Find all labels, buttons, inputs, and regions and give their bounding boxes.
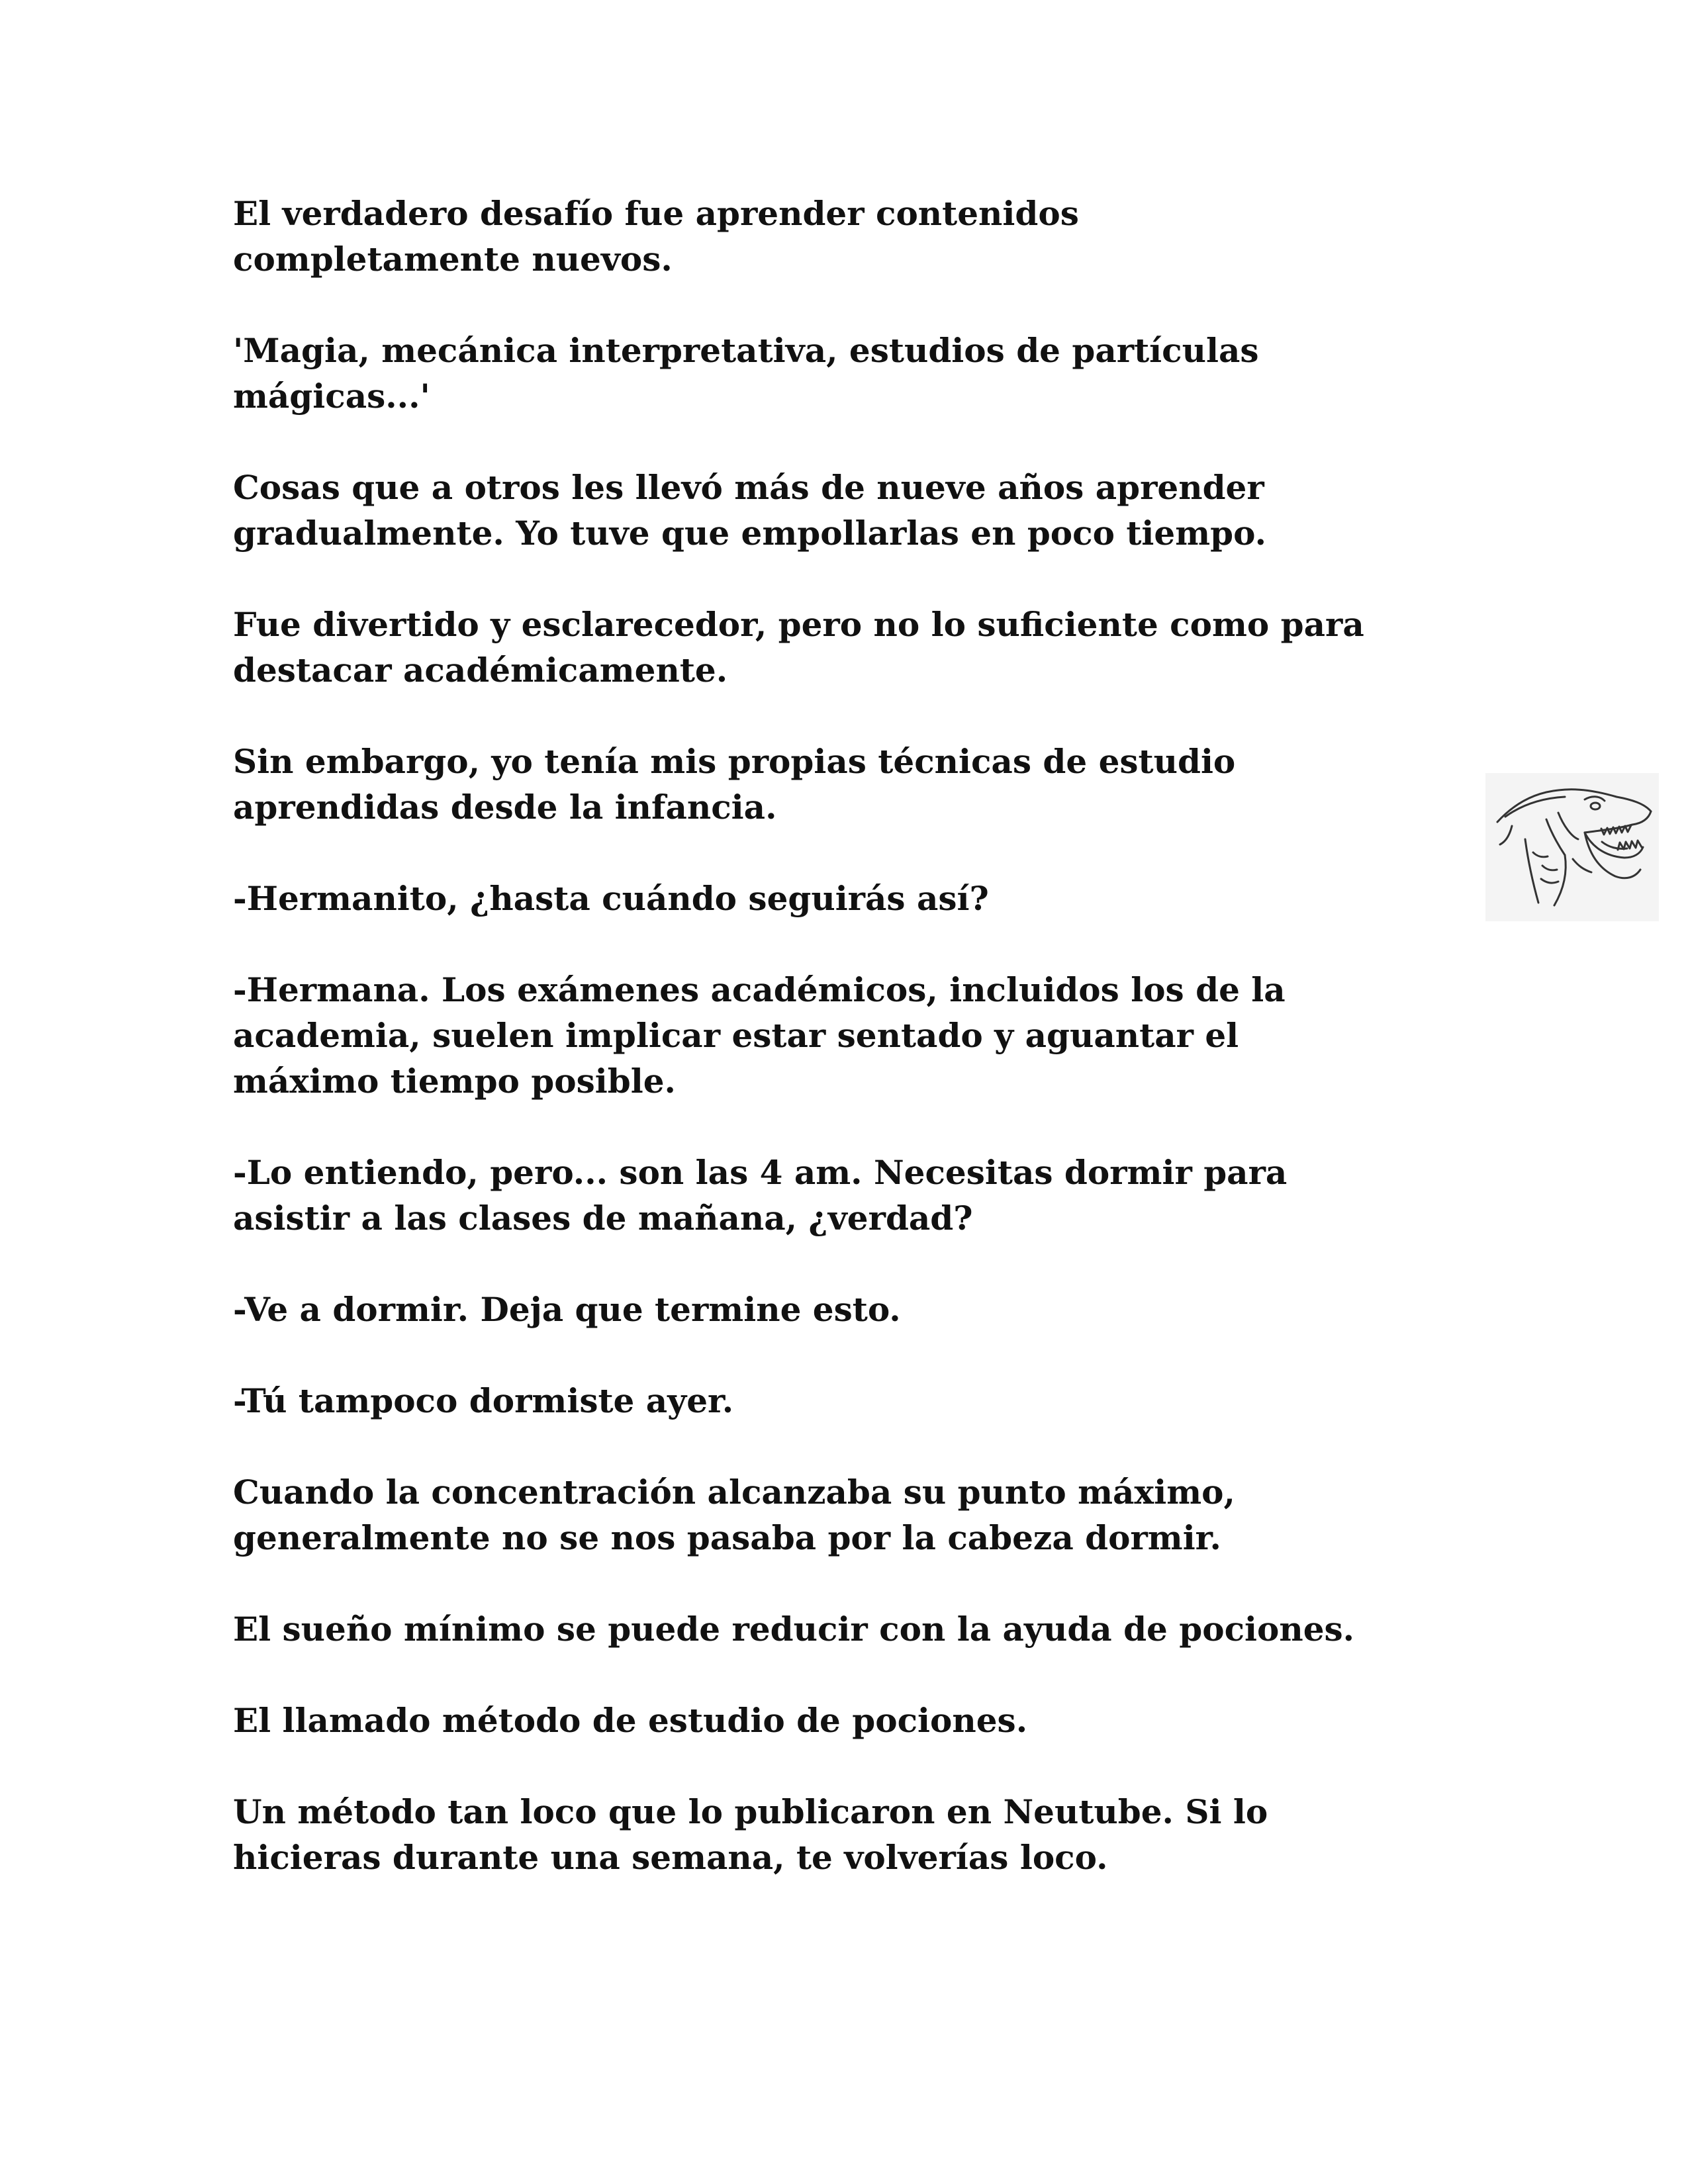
text-line: completamente nuevos. (233, 240, 673, 279)
text-line: mágicas...' (233, 377, 430, 416)
text-line: -Hermana. Los exámenes académicos, incluidos los de la (233, 970, 1286, 1009)
text-line: destacar académicamente. (233, 651, 728, 690)
paragraph-12 (233, 1606, 1354, 1652)
text-line: Fue divertido y esclarecedor, pero no lo suficiente como para (233, 605, 1364, 644)
paragraph-10 (233, 1378, 733, 1424)
text-line: -Tú tampoco dormiste ayer. (233, 1381, 734, 1420)
text-line: El sueño mínimo se puede reducir con la ayuda de pociones. (233, 1610, 1355, 1649)
text-line: gradualmente. Yo tuve que empollarlas en poco tiempo. (233, 514, 1266, 553)
text-line: -Ve a dormir. Deja que termine esto. (233, 1290, 901, 1329)
paragraph-14 (233, 1789, 1268, 1880)
paragraph-9 (233, 1287, 901, 1332)
text-line: generalmente no se nos pasaba por la cabeza dormir. (233, 1518, 1221, 1557)
paragraph-3 (233, 465, 1266, 556)
text-line: máximo tiempo posible. (233, 1062, 676, 1101)
dinosaur-head-icon (1485, 773, 1659, 921)
text-line: Cuando la concentración alcanzaba su punto máximo, (233, 1473, 1235, 1512)
paragraph-7 (233, 967, 1286, 1104)
text-line: -Hermanito, ¿hasta cuándo seguirás así? (233, 879, 989, 918)
paragraph-1 (233, 191, 1079, 282)
paragraph-6 (233, 876, 989, 921)
paragraph-11 (233, 1469, 1235, 1561)
text-line: El llamado método de estudio de pociones. (233, 1701, 1028, 1740)
paragraph-5 (233, 739, 1235, 830)
paragraph-8 (233, 1150, 1287, 1241)
text-line: Sin embargo, yo tenía mis propias técnicas de estudio (233, 742, 1236, 781)
text-line: hicieras durante una semana, te volverías loco. (233, 1838, 1108, 1877)
text-line: asistir a las clases de mañana, ¿verdad? (233, 1199, 973, 1238)
paragraph-2 (233, 328, 1259, 419)
text-line: 'Magia, mecánica interpretativa, estudios de partículas (233, 331, 1259, 370)
paragraph-13 (233, 1698, 1027, 1743)
text-line: -Lo entiendo, pero... son las 4 am. Necesitas dormir para (233, 1153, 1288, 1192)
text-line: Un método tan loco que lo publicaron en Neutube. Si lo (233, 1792, 1268, 1831)
text-line: aprendidas desde la infancia. (233, 788, 777, 827)
text-line: El verdadero desafío fue aprender contenidos (233, 194, 1079, 233)
text-line: academia, suelen implicar estar sentado y aguantar el (233, 1016, 1239, 1055)
text-line: Cosas que a otros les llevó más de nueve años aprender (233, 468, 1264, 507)
paragraph-4 (233, 602, 1364, 693)
